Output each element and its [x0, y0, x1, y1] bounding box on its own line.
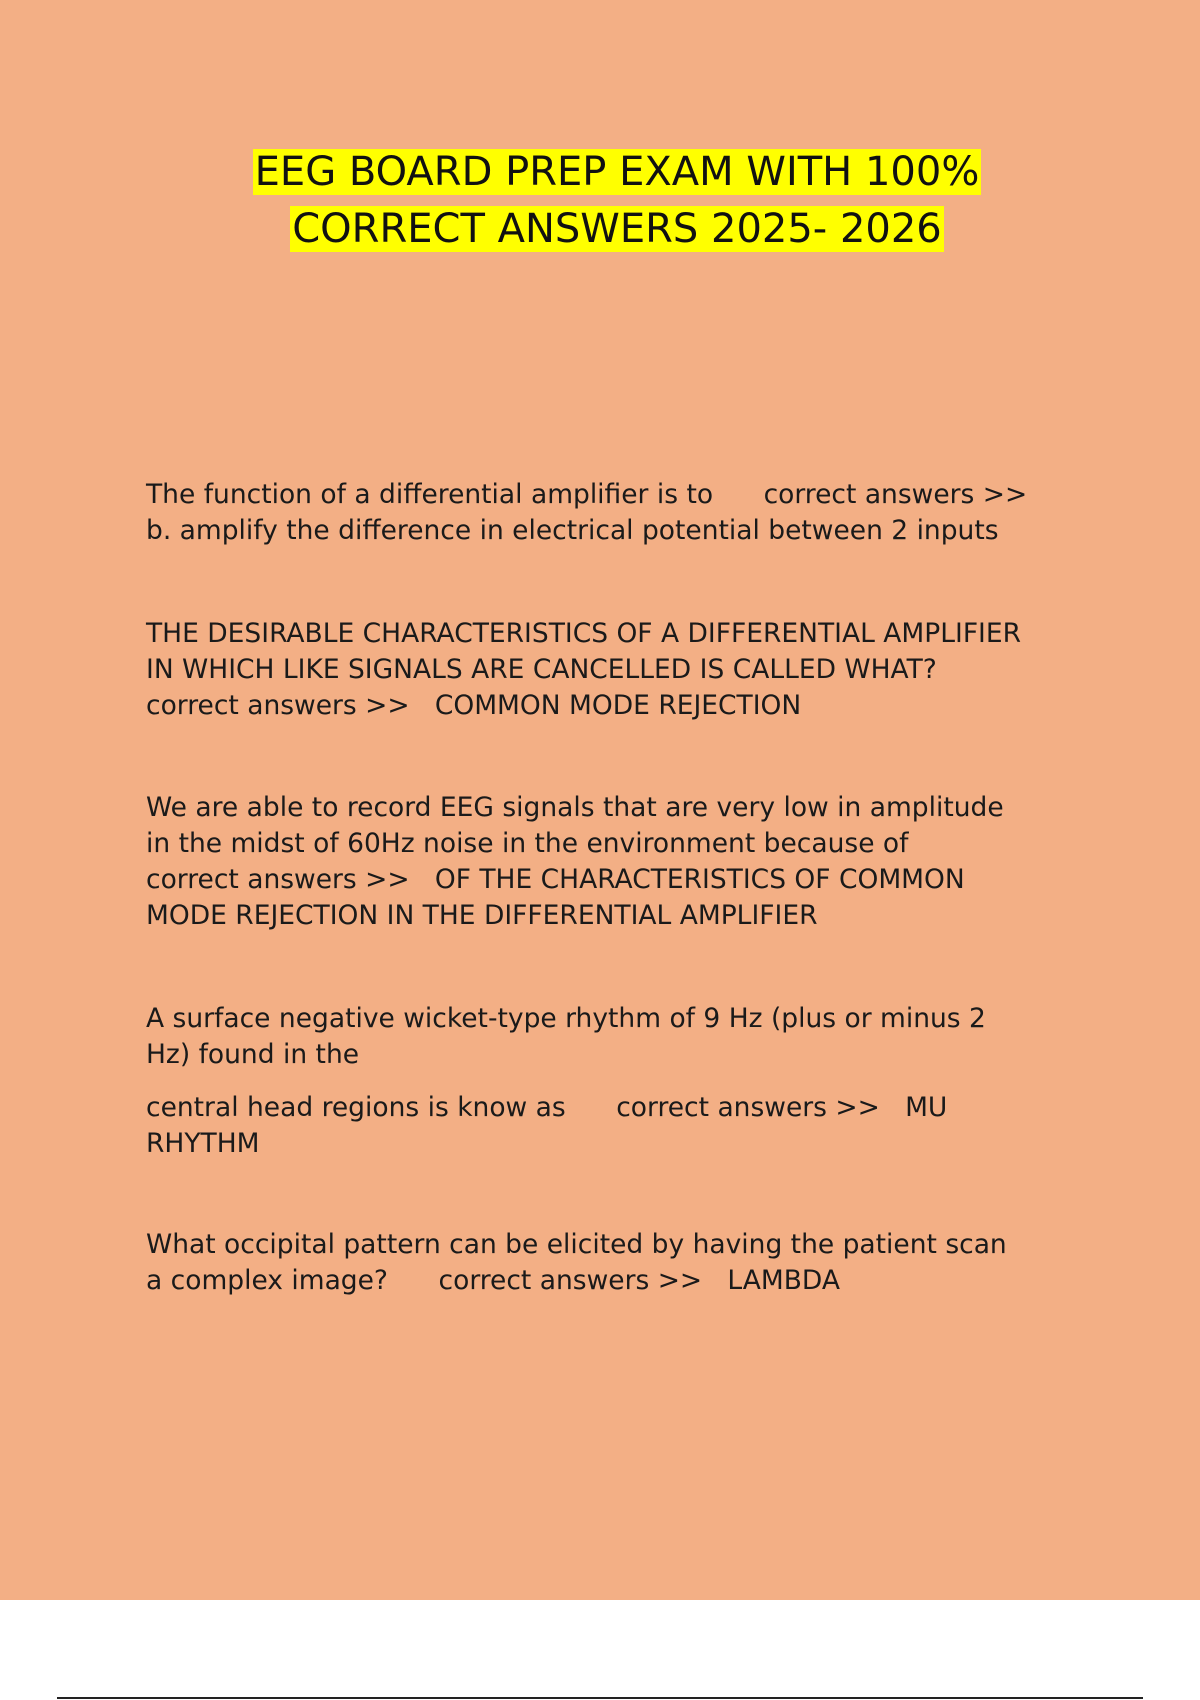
qa-item-common-mode-rejection: [146, 616, 1106, 724]
qa-line: in the midst of 60Hz noise in the environment because of: [146, 828, 909, 859]
qa-line: Hz) found in the: [146, 1039, 360, 1070]
qa-line: What occipital pattern can be elicited by having the patient scan: [146, 1229, 1007, 1260]
qa-line: central head regions is know as correct answers >> MU: [146, 1092, 948, 1123]
title-line-2: CORRECT ANSWERS 2025- 2026: [292, 206, 942, 252]
footer-divider: [57, 1697, 1143, 1699]
qa-item-lambda: [146, 1227, 1106, 1299]
qa-item-mu-rhythm: [146, 1001, 1106, 1073]
qa-line: MODE REJECTION IN THE DIFFERENTIAL AMPLIFIER: [146, 900, 818, 931]
qa-line: RHYTHM: [146, 1128, 260, 1159]
title-line-1: EEG BOARD PREP EXAM WITH 100%: [254, 149, 980, 195]
qa-line: THE DESIRABLE CHARACTERISTICS OF A DIFFERENTIAL AMPLIFIER: [146, 618, 1022, 649]
qa-item-mu-rhythm-continuation: [146, 1090, 1106, 1162]
qa-line: A surface negative wicket-type rhythm of 9 Hz (plus or minus 2: [146, 1003, 986, 1034]
qa-line: a complex image? correct answers >> LAMBDA: [146, 1265, 840, 1296]
qa-line: b. amplify the difference in electrical potential between 2 inputs: [146, 515, 999, 546]
qa-line: correct answers >> COMMON MODE REJECTION: [146, 690, 802, 721]
page-title: [0, 144, 1200, 258]
qa-line: The function of a differential amplifier is to correct answers >>: [146, 479, 1028, 510]
qa-line: We are able to record EEG signals that are very low in amplitude: [146, 792, 1004, 823]
qa-item-60hz-noise: [146, 790, 1106, 934]
qa-line: IN WHICH LIKE SIGNALS ARE CANCELLED IS CALLED WHAT?: [146, 654, 937, 685]
qa-item-differential-amplifier: [146, 477, 1106, 549]
qa-line: correct answers >> OF THE CHARACTERISTICS OF COMMON: [146, 864, 965, 895]
